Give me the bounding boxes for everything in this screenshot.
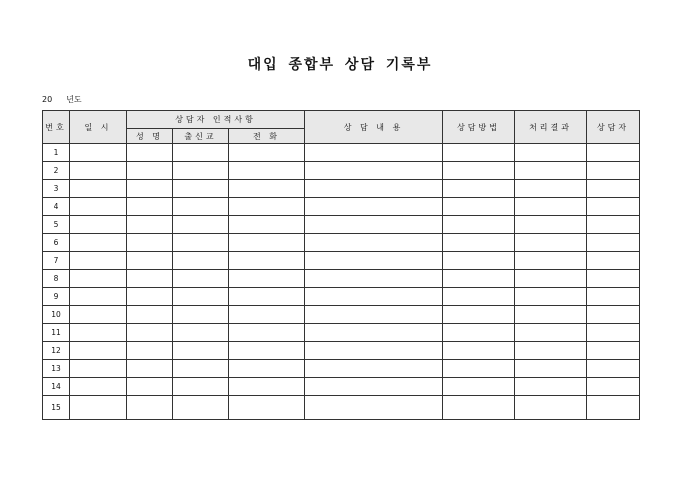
date-cell[interactable] (70, 378, 127, 396)
content-cell[interactable] (305, 378, 443, 396)
name-cell[interactable] (127, 162, 173, 180)
date-cell[interactable] (70, 342, 127, 360)
school-cell[interactable] (173, 378, 229, 396)
date-cell[interactable] (70, 198, 127, 216)
table-row (43, 198, 640, 216)
method-cell[interactable] (443, 270, 515, 288)
row-number: 14 (43, 378, 70, 396)
counselor-cell[interactable] (587, 234, 640, 252)
result-cell[interactable] (515, 360, 587, 378)
method-cell[interactable] (443, 144, 515, 162)
row-number: 13 (43, 360, 70, 378)
name-cell[interactable] (127, 144, 173, 162)
content-cell[interactable] (305, 180, 443, 198)
table-row (43, 306, 640, 324)
table-row (43, 396, 640, 420)
date-cell[interactable] (70, 306, 127, 324)
table-row (43, 252, 640, 270)
method-cell[interactable] (443, 216, 515, 234)
content-cell[interactable] (305, 270, 443, 288)
phone-cell[interactable] (229, 252, 305, 270)
school-cell[interactable] (173, 180, 229, 198)
counselor-cell[interactable] (587, 396, 640, 420)
counselor-cell[interactable] (587, 162, 640, 180)
date-cell[interactable] (70, 252, 127, 270)
result-cell[interactable] (515, 234, 587, 252)
row-number: 12 (43, 342, 70, 360)
table-body (43, 144, 640, 420)
counselor-cell[interactable] (587, 378, 640, 396)
table-row (43, 216, 640, 234)
name-cell[interactable] (127, 306, 173, 324)
content-cell[interactable] (305, 252, 443, 270)
school-cell[interactable] (173, 162, 229, 180)
method-cell[interactable] (443, 198, 515, 216)
school-cell[interactable] (173, 324, 229, 342)
name-cell[interactable] (127, 216, 173, 234)
phone-cell[interactable] (229, 234, 305, 252)
date-cell[interactable] (70, 270, 127, 288)
table-row (43, 288, 640, 306)
counselor-cell[interactable] (587, 270, 640, 288)
result-cell[interactable] (515, 378, 587, 396)
phone-cell[interactable] (229, 324, 305, 342)
phone-cell[interactable] (229, 306, 305, 324)
year-prefix: 20 (42, 95, 53, 104)
row-number: 2 (43, 162, 70, 180)
school-cell[interactable] (173, 396, 229, 420)
result-cell[interactable] (515, 396, 587, 420)
name-cell[interactable] (127, 198, 173, 216)
name-cell[interactable] (127, 396, 173, 420)
phone-cell[interactable] (229, 144, 305, 162)
result-cell[interactable] (515, 324, 587, 342)
name-cell[interactable] (127, 270, 173, 288)
name-cell[interactable] (127, 324, 173, 342)
table-row (43, 324, 640, 342)
header-content: 상 담 내 용 (305, 111, 443, 144)
name-cell[interactable] (127, 288, 173, 306)
year-suffix: 년도 (66, 95, 82, 104)
counselor-cell[interactable] (587, 306, 640, 324)
school-cell[interactable] (173, 360, 229, 378)
content-cell[interactable] (305, 162, 443, 180)
year-label (42, 94, 82, 105)
result-cell[interactable] (515, 342, 587, 360)
school-cell[interactable] (173, 252, 229, 270)
row-number: 1 (43, 144, 70, 162)
name-cell[interactable] (127, 252, 173, 270)
content-cell[interactable] (305, 144, 443, 162)
phone-cell[interactable] (229, 342, 305, 360)
phone-cell[interactable] (229, 396, 305, 420)
row-number: 5 (43, 216, 70, 234)
phone-cell[interactable] (229, 288, 305, 306)
header-date: 일 시 (70, 111, 127, 144)
school-cell[interactable] (173, 342, 229, 360)
date-cell[interactable] (70, 216, 127, 234)
header-name: 성 명 (127, 129, 173, 144)
method-cell[interactable] (443, 180, 515, 198)
phone-cell[interactable] (229, 180, 305, 198)
school-cell[interactable] (173, 216, 229, 234)
date-cell[interactable] (70, 234, 127, 252)
phone-cell[interactable] (229, 198, 305, 216)
row-number: 11 (43, 324, 70, 342)
date-cell[interactable] (70, 180, 127, 198)
counselor-cell[interactable] (587, 342, 640, 360)
phone-cell[interactable] (229, 216, 305, 234)
header-number: 번호 (43, 111, 70, 144)
method-cell[interactable] (443, 288, 515, 306)
date-cell[interactable] (70, 144, 127, 162)
method-cell[interactable] (443, 324, 515, 342)
name-cell[interactable] (127, 234, 173, 252)
method-cell[interactable] (443, 306, 515, 324)
counselor-cell[interactable] (587, 180, 640, 198)
content-cell[interactable] (305, 234, 443, 252)
content-cell[interactable] (305, 342, 443, 360)
row-number: 10 (43, 306, 70, 324)
header-school: 출신교 (173, 129, 229, 144)
counselor-cell[interactable] (587, 324, 640, 342)
content-cell[interactable] (305, 306, 443, 324)
header-person-info: 상담자 인적사항 (127, 111, 305, 129)
date-cell[interactable] (70, 162, 127, 180)
row-number: 4 (43, 198, 70, 216)
counselor-cell[interactable] (587, 360, 640, 378)
content-cell[interactable] (305, 396, 443, 420)
phone-cell[interactable] (229, 378, 305, 396)
method-cell[interactable] (443, 234, 515, 252)
result-cell[interactable] (515, 252, 587, 270)
table-row (43, 234, 640, 252)
method-cell[interactable] (443, 378, 515, 396)
result-cell[interactable] (515, 162, 587, 180)
counseling-record-table (42, 110, 640, 420)
result-cell[interactable] (515, 306, 587, 324)
content-cell[interactable] (305, 288, 443, 306)
date-cell[interactable] (70, 324, 127, 342)
counselor-cell[interactable] (587, 288, 640, 306)
content-cell[interactable] (305, 198, 443, 216)
content-cell[interactable] (305, 216, 443, 234)
result-cell[interactable] (515, 216, 587, 234)
table-row (43, 342, 640, 360)
school-cell[interactable] (173, 270, 229, 288)
table-row (43, 378, 640, 396)
content-cell[interactable] (305, 324, 443, 342)
table-row (43, 360, 640, 378)
result-cell[interactable] (515, 144, 587, 162)
table-row (43, 270, 640, 288)
school-cell[interactable] (173, 144, 229, 162)
date-cell[interactable] (70, 360, 127, 378)
name-cell[interactable] (127, 360, 173, 378)
counselor-cell[interactable] (587, 144, 640, 162)
header-result: 처리결과 (515, 111, 587, 144)
date-cell[interactable] (70, 396, 127, 420)
date-cell[interactable] (70, 288, 127, 306)
row-number: 7 (43, 252, 70, 270)
header-method: 상담방법 (443, 111, 515, 144)
header-counselor: 상담자 (587, 111, 640, 144)
name-cell[interactable] (127, 180, 173, 198)
row-number: 8 (43, 270, 70, 288)
row-number: 15 (43, 396, 70, 420)
result-cell[interactable] (515, 288, 587, 306)
row-number: 6 (43, 234, 70, 252)
page-title: 대입 종합부 상담 기록부 (247, 57, 433, 73)
result-cell[interactable] (515, 270, 587, 288)
phone-cell[interactable] (229, 162, 305, 180)
phone-cell[interactable] (229, 270, 305, 288)
name-cell[interactable] (127, 342, 173, 360)
school-cell[interactable] (173, 198, 229, 216)
school-cell[interactable] (173, 288, 229, 306)
counselor-cell[interactable] (587, 216, 640, 234)
method-cell[interactable] (443, 342, 515, 360)
school-cell[interactable] (173, 306, 229, 324)
name-cell[interactable] (127, 378, 173, 396)
phone-cell[interactable] (229, 360, 305, 378)
result-cell[interactable] (515, 180, 587, 198)
counselor-cell[interactable] (587, 198, 640, 216)
header-phone: 전 화 (229, 129, 305, 144)
table-row (43, 162, 640, 180)
method-cell[interactable] (443, 162, 515, 180)
result-cell[interactable] (515, 198, 587, 216)
row-number: 9 (43, 288, 70, 306)
school-cell[interactable] (173, 234, 229, 252)
content-cell[interactable] (305, 360, 443, 378)
method-cell[interactable] (443, 252, 515, 270)
table-row (43, 144, 640, 162)
table-row (43, 180, 640, 198)
row-number: 3 (43, 180, 70, 198)
method-cell[interactable] (443, 396, 515, 420)
method-cell[interactable] (443, 360, 515, 378)
counselor-cell[interactable] (587, 252, 640, 270)
